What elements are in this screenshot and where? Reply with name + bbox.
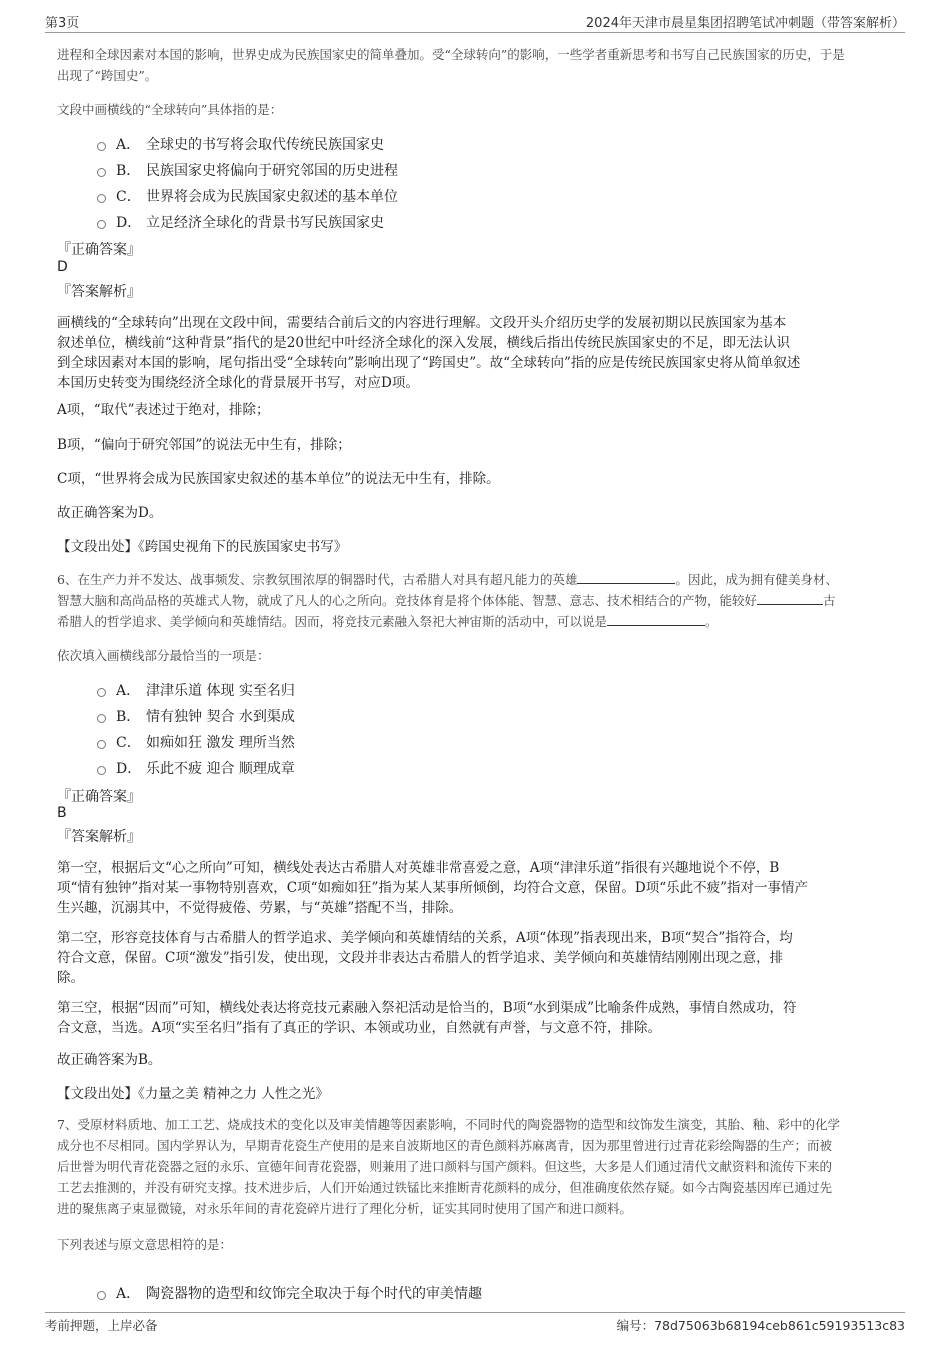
radio-icon[interactable] xyxy=(97,766,106,775)
document-title: 2024年天津市晨星集团招聘笔试冲刺题（带答案解析） xyxy=(585,16,905,31)
q5-answer: D xyxy=(57,259,68,275)
radio-icon[interactable] xyxy=(97,168,106,177)
radio-icon[interactable] xyxy=(97,194,106,203)
passage-line: 出现了“跨国史”。 xyxy=(57,68,158,83)
q7-passage: 7、受原材料质地、加工工艺、烧成技术的变化以及审美情趣等因素影响，不同时代的陶瓷器物的造型和纹饰发生演变，其胎、釉、彩中的化学 成分也不尽相同。国内学界认为，早期青花瓷生产使用的是来自波斯地区的青色颜料苏麻离青，因为那里曾进行过青花彩绘陶器的生产；而被 后世誉为明代青花瓷器之冠的永乐、宣德年间青花瓷器，则兼用了进口颜料与国产颜料。但这些，大多是人们通过清代文献资料和流传下来的 工艺去推测的，并没有研究支撑。技术进步后，人们开始通过铁锰比来推断青花颜料的成分，但准确度依然存疑。如今古陶瓷基因库已通过先 进的聚焦离子束显微镜，对永乐年间的青花瓷碎片进行了理化分析，证实其同时使用了国产和进口颜料。 xyxy=(57,1117,840,1216)
q6-analysis-label: 『答案解析』 xyxy=(57,829,141,845)
source-label: 【文段出处】 xyxy=(57,1086,138,1102)
q6-analysis-first: 第一空，根据后文“心之所向”可知，横线处表达古希腊人对英雄非常喜爱之意，A项“津津乐道”指很有兴趣地说个不停，B 项“情有独钟”指对某一事物特别喜欢，C项“如痴如狂”指为某人某事所倾倒，均符合文意，保留。D项“乐此不疲”指对一事情产 生兴趣，沉溺其中，不觉得疲倦、劳累，与“英雄”搭配不当，排除。 xyxy=(57,860,809,916)
radio-icon[interactable] xyxy=(97,740,106,749)
q6-option-d[interactable]: D． 乐此不疲 迎合 顺理成章 xyxy=(97,757,295,779)
footer-slogan: 考前押题，上岸必备 xyxy=(45,1318,158,1333)
radio-icon[interactable] xyxy=(97,1291,106,1300)
radio-icon[interactable] xyxy=(97,220,106,229)
fill-blank[interactable] xyxy=(607,613,705,626)
q6-option-c[interactable]: C． 如痴如狂 激发 理所当然 xyxy=(97,731,295,753)
source-label: 【文段出处】 xyxy=(57,539,138,555)
q5-exclusion-b: B项，“偏向于研究邻国”的说法无中生有，排除； xyxy=(57,437,351,453)
q5-option-a[interactable]: A． 全球史的书写将会取代传统民族国家史 xyxy=(97,133,384,155)
q5-option-c[interactable]: C． 世界将会成为民族国家史叙述的基本单位 xyxy=(97,185,398,207)
q6-conclusion: 故正确答案为B。 xyxy=(57,1052,162,1068)
q6-answer: B xyxy=(57,805,67,821)
q6-passage: 6、在生产力并不发达、战事频发、宗教氛围浓厚的铜器时代，古希腊人对具有超凡能力的英雄 。因此，成为拥有健美身材、 智慧大脑和高尚品格的英雄式人物，就成了凡人的心之所向。竞技体育是将个体体能、智慧、意志、技术相结合的产物，能较好 古 希腊人的哲学追求、美学倾向和英雄情结。因而，将竞技元素融入祭祀大神宙斯的活动中，可以说是 。 xyxy=(57,572,838,629)
q5-analysis-label: 『答案解析』 xyxy=(57,284,141,300)
q5-option-d[interactable]: D． 立足经济全球化的背景书写民族国家史 xyxy=(97,211,384,233)
q6-source xyxy=(57,1084,897,1104)
page-header xyxy=(45,10,905,33)
q5-source xyxy=(57,537,897,557)
q5-exclusion-a: A项，“取代”表述过于绝对，排除； xyxy=(57,402,270,418)
q6-option-b[interactable]: B． 情有独钟 契合 水到渠成 xyxy=(97,705,295,727)
document-id: 编号：78d75063b68194ceb861c59193513c83 xyxy=(616,1318,905,1333)
radio-icon[interactable] xyxy=(97,688,106,697)
q6-analysis-second: 第二空，形容竞技体育与古希腊人的哲学追求、美学倾向和英雄情结的关系，A项“体现”指表现出来，B项“契合”指符合，均 符合文意，保留。C项“激发”指引发，使出现，文段并非表达古希腊人的哲学追求、美学倾向和英雄情结刚刚出现之意，排 除。 xyxy=(57,930,793,986)
page-footer xyxy=(45,1312,905,1337)
q5-passage xyxy=(57,44,897,86)
radio-icon[interactable] xyxy=(97,714,106,723)
q7-stem: 下列表述与原文意思相符的是： xyxy=(57,1237,233,1252)
fill-blank[interactable] xyxy=(757,592,823,605)
q5-exclusion-c: C项，“世界将会成为民族国家史叙述的基本单位”的说法无中生有，排除。 xyxy=(57,471,500,487)
q7-option-a[interactable]: A． 陶瓷器物的造型和纹饰完全取决于每个时代的审美情趣 xyxy=(97,1282,482,1304)
passage-line: 进程和全球因素对本国的影响，世界史成为民族国家史的简单叠加。受“全球转向”的影响，一些学者重新思考和书写自己民族国家的历史，于是 xyxy=(57,47,845,62)
q5-conclusion: 故正确答案为D。 xyxy=(57,505,163,521)
q5-answer-label: 『正确答案』 xyxy=(57,242,141,258)
fill-blank[interactable] xyxy=(577,571,675,584)
page-number: 第3页 xyxy=(45,16,80,31)
q6-option-a[interactable]: A． 津津乐道 体现 实至名归 xyxy=(97,679,295,701)
q5-analysis: 画横线的“全球转向”出现在文段中间，需要结合前后文的内容进行理解。文段开头介绍历史学的发展初期以民族国家为基本 叙述单位，横线前“这种背景”指代的是20世纪中叶经济全球化的深入发展，横线后指出传统民族国家史的不足，即无法认识 到全球因素对本国的影响，尾句指出受“全球转向”影响出现了“跨国史”。故“全球转向”指的应是传统民族国家史将从简单叙述 本国历史转变为围绕经济全球化的背景展开书写，对应D项。 xyxy=(57,315,801,391)
source-title: 《力量之美 精神之力 人性之光》 xyxy=(138,1086,329,1102)
q5-option-b[interactable]: B． 民族国家史将偏向于研究邻国的历史进程 xyxy=(97,159,398,181)
q6-stem: 依次填入画横线部分最恰当的一项是： xyxy=(57,648,270,663)
q6-analysis-third: 第三空，根据“因而”可知，横线处表达将竞技元素融入祭祀活动是恰当的，B项“水到渠成”比喻条件成熟，事情自然成功，符 合文意，当选。A项“实至名归”指有了真正的学识、本领或功业，自然就有声誉，与文意不符，排除。 xyxy=(57,1000,797,1036)
q5-stem: 文段中画横线的“全球转向”具体指的是： xyxy=(57,102,283,117)
radio-icon[interactable] xyxy=(97,142,106,151)
source-title: 《跨国史视角下的民族国家史书写》 xyxy=(138,539,348,555)
q6-answer-label: 『正确答案』 xyxy=(57,789,141,805)
